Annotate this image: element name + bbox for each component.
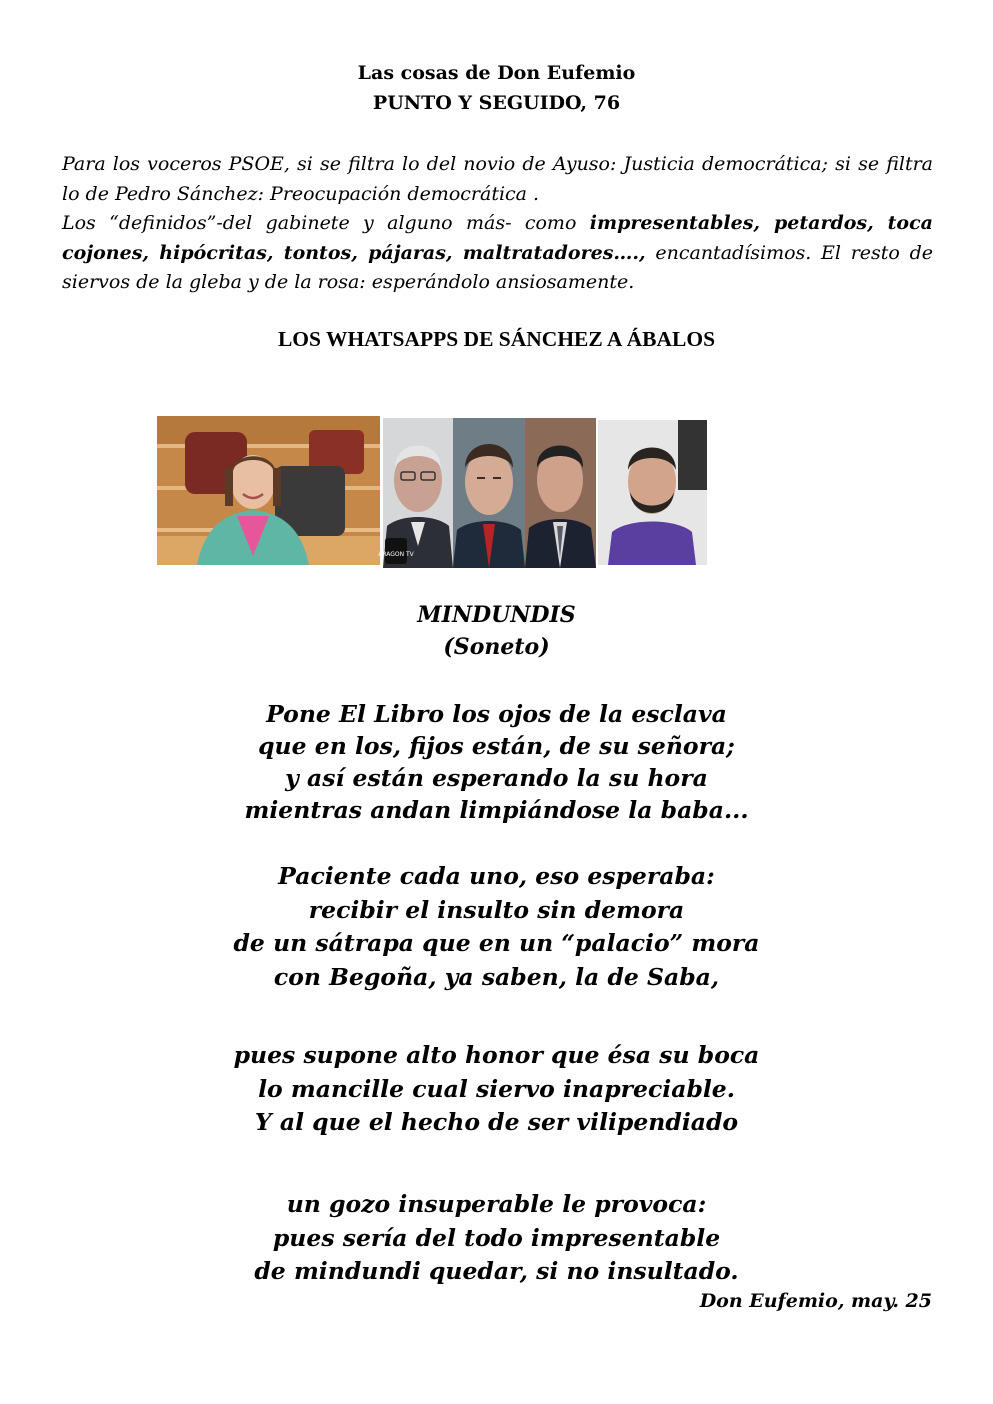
poem-line: que en los, fijos están, de su señora; [258,732,735,760]
photo-man-3 [525,418,596,568]
intro-paragraph-2 [62,209,933,298]
poem-line: Pone El Libro los ojos de la esclava [266,700,727,728]
poem-stanza-4 [0,1188,993,1289]
photo-man-2 [453,418,525,568]
poem-line: de un sátrapa que en un “palacio” mora [233,929,760,957]
poem-line: pues sería del todo impresentable [272,1223,721,1252]
poem-subtitle: (Soneto) [443,634,550,660]
poem-title: MINDUNDIS [417,602,576,628]
headline: LOS WHATSAPPS DE SÁNCHEZ A ÁBALOS [277,327,716,351]
poem-line: Y al que el hecho de ser vilipendiado [254,1108,739,1136]
intro-text [62,150,933,298]
poem-line: mientras andan limpiándose la baba... [244,796,749,824]
poem-stanza-3 [0,1039,993,1140]
poem-line: y así están esperando la su hora [285,764,708,792]
poem-line: con Begoña, ya saben, la de Saba, [273,962,720,991]
intro-p2-end: encantadísimos. El resto de siervos de la gleba y de la rosa: esperándolo ansiosamente. [62,241,934,293]
poem-line: de mindundi quedar, si no insultado. [254,1257,739,1285]
column-subtitle: PUNTO Y SEGUIDO, 76 [372,92,621,114]
column-title: Las cosas de Don Eufemio [357,62,636,84]
poem-stanza-1 [0,698,993,826]
photo-man-1 [378,418,453,568]
photo-woman-senate [157,416,380,565]
author-signature: Don Eufemio, may. 25 [699,1290,932,1312]
intro-p2-start: Los “definidos”-del gabinete y alguno más- como [62,212,590,234]
poem-line: lo mancille cual siervo inapreciable. [258,1074,735,1103]
tv-logo-badge: ARAGON TV [378,551,414,558]
photo-man-4 [598,420,707,565]
poem-line: pues supone alto honor que ésa su boca [233,1041,760,1069]
intro-p2-insults: impresentables, petardos, toca cojones, hipócritas, tontos, pájaras, maltratadores…., [62,212,933,264]
intro-paragraph-1: Para los voceros PSOE, si se filtra lo del novio de Ayuso: Justicia democrática; si se filtra lo de Pedro Sánchez: Preocupación democrática . [62,153,933,205]
poem-line: un gozo insuperable le provoca: [286,1190,707,1218]
poem-line: Paciente cada uno, eso esperaba: [278,862,715,890]
poem-line: recibir el insulto sin demora [308,895,685,924]
poem-stanza-2 [0,860,993,994]
